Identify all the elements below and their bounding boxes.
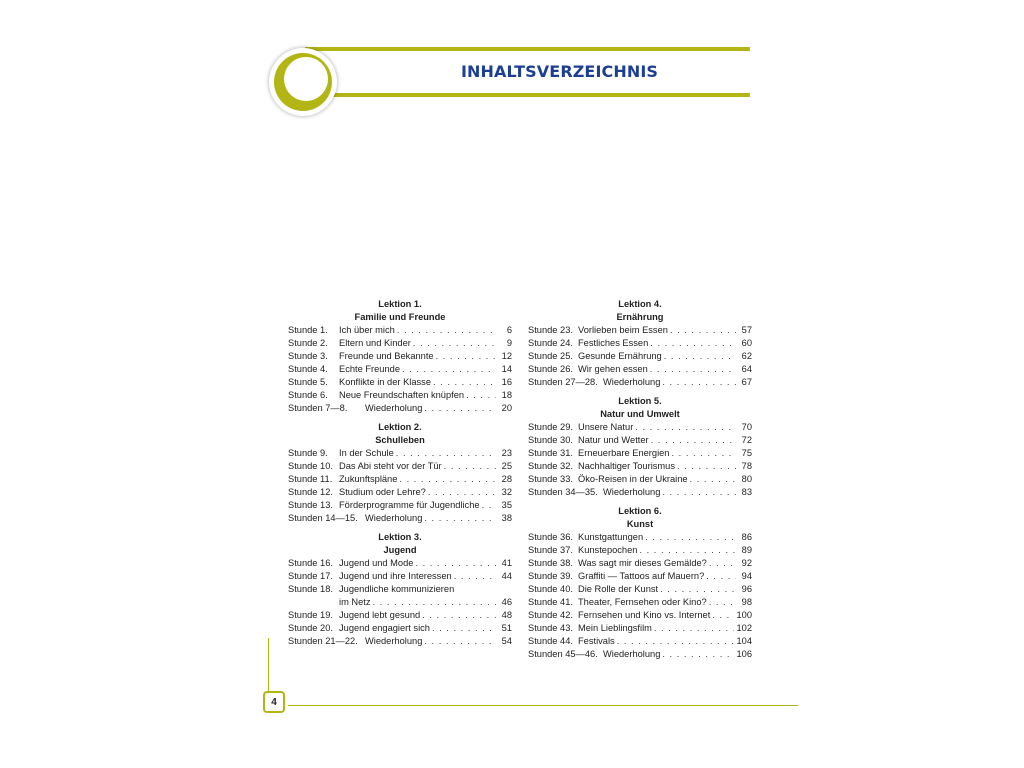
toc-entry[interactable] — [528, 363, 752, 376]
entry-title: Freunde und Bekannte — [339, 351, 434, 361]
toc-entry[interactable] — [288, 609, 512, 622]
entry-title: Öko-Reisen in der Ukraine — [578, 474, 688, 484]
entry-label: Stunde 9. — [288, 448, 328, 458]
toc-entry[interactable] — [288, 635, 512, 648]
entry-page: 6 — [506, 325, 512, 335]
entry-page: 35 — [501, 500, 512, 510]
toc-entry[interactable] — [528, 434, 752, 447]
entry-page: 78 — [741, 461, 752, 471]
entry-label: Stunden 21—22. — [288, 636, 358, 646]
entry-title: im Netz — [339, 597, 371, 607]
toc-entry[interactable] — [288, 512, 512, 525]
dot-leader — [709, 596, 736, 609]
entry-page: 67 — [741, 377, 752, 387]
entry-title: Jugend lebt gesund — [339, 610, 421, 620]
toc-entry[interactable] — [288, 570, 512, 583]
entry-page: 83 — [741, 487, 752, 497]
entry-label: Stunden 7—8. — [288, 403, 348, 413]
dot-leader — [635, 421, 736, 434]
entry-title: Eltern und Kinder — [339, 338, 411, 348]
section-subtitle: Schulleben — [375, 435, 425, 445]
entry-title: Mein Lieblingsfilm — [578, 623, 652, 633]
entry-page: 60 — [741, 338, 752, 348]
entry-title: Das Abi steht vor der Tür — [339, 461, 442, 471]
entry-label: Stunde 24. — [528, 338, 573, 348]
entry-label: Stunde 11. — [288, 474, 333, 484]
entry-label: Stunde 16. — [288, 558, 333, 568]
entry-page: 62 — [741, 351, 752, 361]
entry-label: Stunde 33. — [528, 474, 573, 484]
toc-entry[interactable] — [528, 635, 752, 648]
entry-label: Stunde 44. — [528, 636, 573, 646]
toc-entry[interactable] — [288, 337, 512, 350]
entry-label: Stunde 17. — [288, 571, 333, 581]
toc-entry[interactable] — [288, 583, 512, 596]
entry-label: Stunde 12. — [288, 487, 333, 497]
toc-entry[interactable] — [288, 486, 512, 499]
entry-title: Förderprogramme für Jugendliche — [339, 500, 480, 510]
entry-title: Jugend engagiert sich — [339, 623, 430, 633]
entry-page: 72 — [741, 435, 752, 445]
toc-entry[interactable] — [288, 376, 512, 389]
entry-page: 70 — [741, 422, 752, 432]
toc-section-lektion-6 — [528, 505, 752, 661]
entry-page: 54 — [501, 636, 512, 646]
toc-entry[interactable] — [288, 363, 512, 376]
dot-leader — [654, 622, 735, 635]
entry-page: 89 — [741, 545, 752, 555]
toc-entry[interactable] — [528, 609, 752, 622]
entry-title: Konflikte in der Klasse — [339, 377, 431, 387]
dot-leader — [677, 460, 736, 473]
toc-entry[interactable] — [528, 421, 752, 434]
entry-page: 94 — [741, 571, 752, 581]
logo-ring — [274, 53, 332, 111]
entry-title: Graffiti — Tattoos auf Mauern? — [578, 571, 705, 581]
toc-entry[interactable] — [528, 460, 752, 473]
toc-entry[interactable] — [528, 350, 752, 363]
toc-entry[interactable] — [288, 402, 512, 415]
section-subtitle: Ernährung — [616, 312, 664, 322]
section-subtitle: Natur und Umwelt — [600, 409, 680, 419]
dot-leader — [397, 324, 496, 337]
entry-page: 23 — [501, 448, 512, 458]
entry-title: Neue Freundschaften knüpfen — [339, 390, 465, 400]
header-rule-bottom — [305, 93, 750, 97]
toc-entry[interactable] — [528, 337, 752, 350]
toc-section-lektion-2 — [288, 421, 512, 525]
entry-label: Stunde 43. — [528, 623, 573, 633]
toc-entry[interactable] — [288, 460, 512, 473]
entry-page: 96 — [741, 584, 752, 594]
dot-leader — [428, 486, 496, 499]
toc-column-left — [288, 298, 512, 654]
entry-title: Studium oder Lehre? — [339, 487, 426, 497]
toc-entry[interactable] — [288, 389, 512, 402]
dot-leader — [650, 337, 736, 350]
entry-label: Stunde 3. — [288, 351, 328, 361]
dot-leader — [482, 499, 496, 512]
toc-entry[interactable] — [288, 622, 512, 635]
entry-label: Stunde 18. — [288, 584, 333, 594]
dot-leader — [671, 447, 736, 460]
entry-title: Wiederholung — [365, 636, 423, 646]
toc-column-right — [528, 298, 752, 667]
footer-rule — [288, 705, 798, 706]
dot-leader — [413, 337, 496, 350]
dot-leader — [424, 635, 496, 648]
entry-title: Jugend und ihre Interessen — [339, 571, 452, 581]
entry-title: Zukunftspläne — [339, 474, 398, 484]
entry-page: 80 — [741, 474, 752, 484]
dot-leader — [399, 473, 496, 486]
dot-leader — [690, 473, 736, 486]
entry-title: Wir gehen essen — [578, 364, 648, 374]
entry-page: 18 — [501, 390, 512, 400]
entry-page: 9 — [506, 338, 512, 348]
entry-label: Stunde 38. — [528, 558, 573, 568]
dot-leader — [466, 389, 496, 402]
crescent-moon-icon — [269, 48, 337, 116]
entry-title: Unsere Natur — [578, 422, 634, 432]
dot-leader — [664, 350, 736, 363]
toc-entry[interactable] — [528, 648, 752, 661]
toc-entry[interactable] — [528, 544, 752, 557]
entry-title: Festivals — [578, 636, 615, 646]
section-heading: Lektion 5. — [618, 396, 662, 406]
entry-title: Wiederholung — [603, 649, 661, 659]
entry-label: Stunden 27—28. — [528, 377, 598, 387]
entry-page: 98 — [741, 597, 752, 607]
entry-page: 106 — [736, 649, 752, 659]
entry-title: Nachhaltiger Tourismus — [578, 461, 675, 471]
entry-label: Stunden 14—15. — [288, 513, 358, 523]
page-number: 4 — [263, 691, 285, 713]
toc-entry[interactable] — [528, 447, 752, 460]
entry-label: Stunde 39. — [528, 571, 573, 581]
section-heading: Lektion 6. — [618, 506, 662, 516]
toc-entry[interactable] — [528, 324, 752, 337]
dot-leader — [662, 376, 736, 389]
toc-entry[interactable] — [288, 557, 512, 570]
entry-page: 100 — [736, 610, 752, 620]
entry-label: Stunde 19. — [288, 610, 333, 620]
toc-section-lektion-3 — [288, 531, 512, 648]
entry-label: Stunde 40. — [528, 584, 573, 594]
footer-vertical-rule — [268, 638, 269, 693]
header-rule-top — [305, 47, 750, 51]
entry-title: Wiederholung — [603, 487, 661, 497]
entry-label: Stunde 10. — [288, 461, 333, 471]
entry-label: Stunde 4. — [288, 364, 328, 374]
section-heading: Lektion 1. — [378, 299, 422, 309]
entry-label: Stunde 25. — [528, 351, 573, 361]
entry-page: 104 — [736, 636, 752, 646]
dot-leader — [662, 486, 736, 499]
entry-label: Stunde 2. — [288, 338, 328, 348]
dot-leader — [706, 570, 736, 583]
entry-label: Stunde 36. — [528, 532, 573, 542]
entry-page: 25 — [501, 461, 512, 471]
toc-entry[interactable] — [528, 557, 752, 570]
entry-title: Jugend und Mode — [339, 558, 414, 568]
entry-label: Stunde 29. — [528, 422, 573, 432]
dot-leader — [709, 557, 736, 570]
entry-page: 102 — [736, 623, 752, 633]
entry-label: Stunde 32. — [528, 461, 573, 471]
entry-page: 12 — [501, 351, 512, 361]
entry-page: 51 — [501, 623, 512, 633]
toc-entry[interactable] — [528, 622, 752, 635]
dot-leader — [454, 570, 496, 583]
entry-label: Stunde 23. — [528, 325, 573, 335]
entry-page: 32 — [501, 487, 512, 497]
entry-title: Jugendliche kommunizieren — [339, 584, 455, 594]
entry-page: 44 — [501, 571, 512, 581]
section-heading: Lektion 4. — [618, 299, 662, 309]
dot-leader — [712, 609, 734, 622]
entry-title: Was sagt mir dieses Gemälde? — [578, 558, 707, 568]
entry-label: Stunde 20. — [288, 623, 333, 633]
entry-label: Stunde 6. — [288, 390, 328, 400]
dot-leader — [650, 363, 736, 376]
entry-page: 41 — [501, 558, 512, 568]
dot-leader — [396, 447, 496, 460]
toc-entry[interactable] — [528, 376, 752, 389]
toc-entry[interactable] — [288, 447, 512, 460]
dot-leader — [660, 583, 736, 596]
toc-entry[interactable] — [288, 499, 512, 512]
entry-title: Kunstepochen — [578, 545, 638, 555]
entry-page: 86 — [741, 532, 752, 542]
toc-entry[interactable] — [528, 583, 752, 596]
section-subtitle: Kunst — [626, 519, 654, 529]
entry-title: Kunstgattungen — [578, 532, 644, 542]
entry-title: Die Rolle der Kunst — [578, 584, 659, 594]
toc-entry[interactable] — [288, 473, 512, 486]
entry-label: Stunde 1. — [288, 325, 328, 335]
toc-section-lektion-5 — [528, 395, 752, 499]
entry-title: Wiederholung — [365, 513, 423, 523]
entry-page: 38 — [501, 513, 512, 523]
entry-title: Fernsehen und Kino vs. Internet — [578, 610, 711, 620]
entry-page: 28 — [501, 474, 512, 484]
dot-leader — [645, 531, 736, 544]
toc-section-lektion-4 — [528, 298, 752, 389]
entry-page: 14 — [501, 364, 512, 374]
entry-label: Stunden 45—46. — [528, 649, 598, 659]
dot-leader — [662, 648, 734, 661]
entry-title: Festliches Essen — [578, 338, 649, 348]
dot-leader — [433, 376, 496, 389]
entry-page: 20 — [501, 403, 512, 413]
entry-title: Echte Freunde — [339, 364, 400, 374]
toc-entry-continuation[interactable] — [288, 596, 512, 609]
dot-leader — [373, 596, 496, 609]
dot-leader — [651, 434, 736, 447]
entry-page: 75 — [741, 448, 752, 458]
entry-page: 57 — [741, 325, 752, 335]
entry-label: Stunde 13. — [288, 500, 333, 510]
logo-moon-cutout — [284, 57, 328, 101]
entry-label: Stunde 30. — [528, 435, 573, 445]
dot-leader — [422, 609, 496, 622]
toc-entry[interactable] — [528, 570, 752, 583]
entry-label: Stunde 37. — [528, 545, 573, 555]
toc-entry[interactable] — [288, 350, 512, 363]
toc-entry[interactable] — [288, 324, 512, 337]
entry-page: 92 — [741, 558, 752, 568]
entry-label: Stunde 5. — [288, 377, 328, 387]
dot-leader — [424, 402, 496, 415]
entry-title: Wiederholung — [365, 403, 423, 413]
entry-title: Erneuerbare Energien — [578, 448, 670, 458]
entry-page: 64 — [741, 364, 752, 374]
entry-label: Stunde 26. — [528, 364, 573, 374]
section-subtitle: Jugend — [383, 545, 417, 555]
entry-page: 48 — [501, 610, 512, 620]
toc-section-lektion-1 — [288, 298, 512, 415]
page-title: INHALTSVERZEICHNIS — [461, 62, 659, 81]
toc-entry[interactable] — [528, 596, 752, 609]
entry-title: In der Schule — [339, 448, 394, 458]
entry-page: 16 — [501, 377, 512, 387]
toc-entry[interactable] — [528, 473, 752, 486]
entry-label: Stunden 34—35. — [528, 487, 598, 497]
dot-leader — [432, 622, 496, 635]
dot-leader — [424, 512, 496, 525]
entry-page: 46 — [501, 597, 512, 607]
entry-title: Vorlieben beim Essen — [578, 325, 668, 335]
dot-leader — [617, 635, 735, 648]
toc-entry[interactable] — [528, 531, 752, 544]
entry-title: Theater, Fernsehen oder Kino? — [578, 597, 707, 607]
dot-leader — [670, 324, 736, 337]
section-heading: Lektion 2. — [378, 422, 422, 432]
entry-title: Wiederholung — [603, 377, 661, 387]
entry-title: Gesunde Ernährung — [578, 351, 662, 361]
entry-title: Ich über mich — [339, 325, 395, 335]
dot-leader — [415, 557, 496, 570]
dot-leader — [639, 544, 736, 557]
entry-label: Stunde 41. — [528, 597, 573, 607]
dot-leader — [402, 363, 496, 376]
entry-label: Stunde 42. — [528, 610, 573, 620]
section-subtitle: Familie und Freunde — [354, 312, 446, 322]
entry-title: Natur und Wetter — [578, 435, 649, 445]
dot-leader — [436, 350, 496, 363]
dot-leader — [444, 460, 496, 473]
entry-label: Stunde 31. — [528, 448, 573, 458]
section-heading: Lektion 3. — [378, 532, 422, 542]
toc-entry[interactable] — [528, 486, 752, 499]
